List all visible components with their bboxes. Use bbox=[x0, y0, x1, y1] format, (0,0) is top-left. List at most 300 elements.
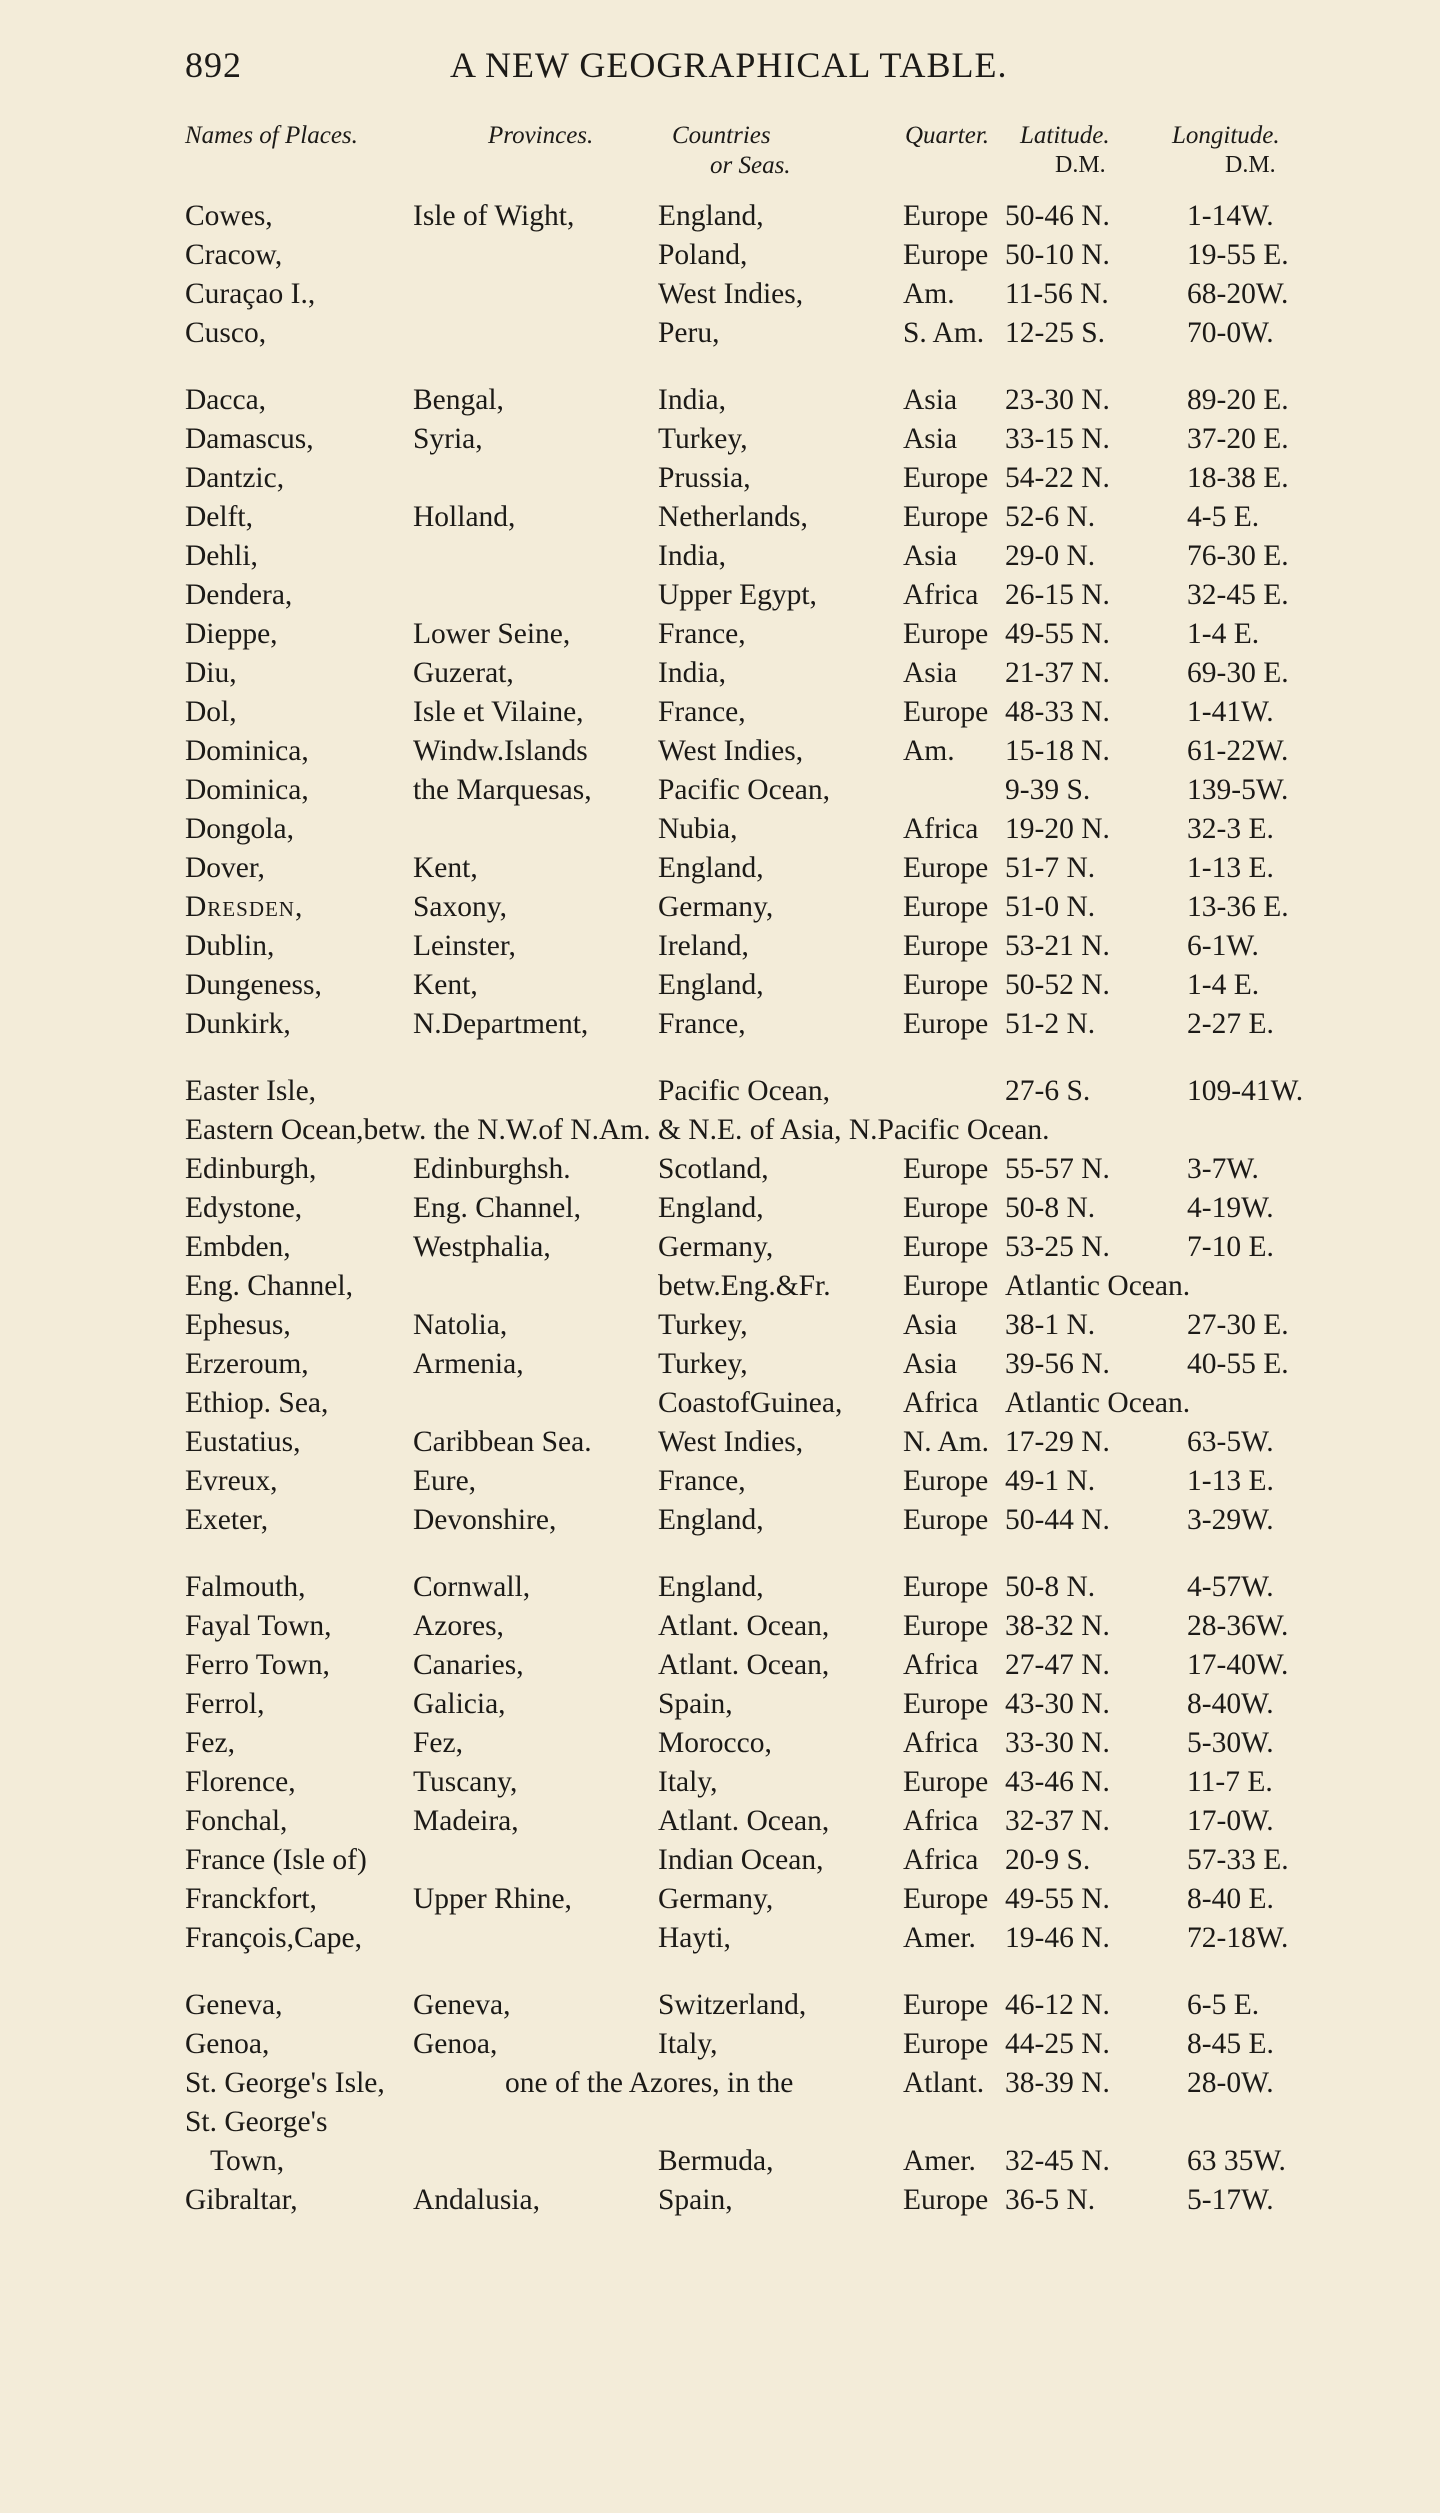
latitude: 38-32 N. bbox=[1005, 1610, 1110, 1642]
table-row bbox=[0, 1153, 1440, 1192]
latitude: 44-25 N. bbox=[1005, 2028, 1110, 2060]
place-name: Dongola, bbox=[185, 813, 294, 845]
quarter: Europe bbox=[903, 618, 989, 650]
longitude: 8-45 E. bbox=[1187, 2028, 1274, 2060]
table-row bbox=[0, 1688, 1440, 1727]
quarter: Africa bbox=[903, 1727, 979, 1759]
country: Germany, bbox=[658, 891, 774, 923]
quarter: Atlant. bbox=[903, 2067, 985, 2099]
page-number: 892 bbox=[185, 45, 242, 85]
table-row bbox=[0, 1610, 1440, 1649]
place-name: Dantzic, bbox=[185, 462, 285, 494]
latitude: Atlantic Ocean. bbox=[1005, 1270, 1191, 1302]
place-name: Florence, bbox=[185, 1766, 296, 1798]
header-latitude-sub: D.M. bbox=[1055, 152, 1106, 178]
place-name: Embden, bbox=[185, 1231, 291, 1263]
header-latitude: Latitude. bbox=[1020, 122, 1110, 149]
longitude: 4-19W. bbox=[1187, 1192, 1274, 1224]
full-row-text: Eastern Ocean,betw. the N.W.of N.Am. & N.E. of Asia, N.Pacific Ocean. bbox=[185, 1114, 1050, 1146]
country: Nubia, bbox=[658, 813, 738, 845]
quarter: Europe bbox=[903, 1270, 989, 1302]
country: England, bbox=[658, 1192, 764, 1224]
longitude: 32-45 E. bbox=[1187, 579, 1289, 611]
latitude: 23-30 N. bbox=[1005, 384, 1110, 416]
table-row bbox=[0, 2184, 1440, 2223]
province: Windw.Islands bbox=[413, 735, 588, 767]
longitude: 19-55 E. bbox=[1187, 239, 1289, 271]
quarter: Am. bbox=[903, 735, 955, 767]
province: Isle of Wight, bbox=[413, 200, 575, 232]
country: Morocco, bbox=[658, 1727, 772, 1759]
place-name: Dover, bbox=[185, 852, 265, 884]
country: Italy, bbox=[658, 1766, 718, 1798]
latitude: 17-29 N. bbox=[1005, 1426, 1110, 1458]
table-header bbox=[0, 122, 1440, 202]
country: Germany, bbox=[658, 1883, 774, 1915]
quarter: Europe bbox=[903, 1465, 989, 1497]
latitude: 52-6 N. bbox=[1005, 501, 1096, 533]
longitude: 6-1W. bbox=[1187, 930, 1259, 962]
country: France, bbox=[658, 1465, 746, 1497]
province: Kent, bbox=[413, 852, 478, 884]
table-row bbox=[0, 1426, 1440, 1465]
longitude: 17-40W. bbox=[1187, 1649, 1289, 1681]
quarter: Europe bbox=[903, 1610, 989, 1642]
latitude: 51-0 N. bbox=[1005, 891, 1096, 923]
country: Peru, bbox=[658, 317, 720, 349]
table-row bbox=[0, 579, 1440, 618]
longitude: 69-30 E. bbox=[1187, 657, 1289, 689]
running-head bbox=[185, 44, 1355, 94]
quarter: Europe bbox=[903, 1504, 989, 1536]
place-name: François,Cape, bbox=[185, 1922, 362, 1954]
latitude: 33-15 N. bbox=[1005, 423, 1110, 455]
table-row bbox=[0, 1008, 1440, 1047]
place-name: Edinburgh, bbox=[185, 1153, 317, 1185]
latitude: 19-46 N. bbox=[1005, 1922, 1110, 1954]
longitude: 4-5 E. bbox=[1187, 501, 1260, 533]
country: Prussia, bbox=[658, 462, 751, 494]
header-quarter: Quarter. bbox=[905, 122, 990, 149]
place-name: Dehli, bbox=[185, 540, 258, 572]
table-row bbox=[0, 1844, 1440, 1883]
quarter: Europe bbox=[903, 1766, 989, 1798]
province: Holland, bbox=[413, 501, 516, 533]
header-names: Names of Places. bbox=[185, 122, 358, 149]
latitude: 50-52 N. bbox=[1005, 969, 1110, 1001]
province: Azores, bbox=[413, 1610, 504, 1642]
latitude: 32-37 N. bbox=[1005, 1805, 1110, 1837]
country: CoastofGuinea, bbox=[658, 1387, 843, 1419]
latitude: 51-7 N. bbox=[1005, 852, 1096, 884]
place-name: Erzeroum, bbox=[185, 1348, 309, 1380]
longitude: 1-4 E. bbox=[1187, 618, 1260, 650]
places-table bbox=[0, 200, 1440, 2223]
province: Natolia, bbox=[413, 1309, 508, 1341]
province: Armenia, bbox=[413, 1348, 524, 1380]
latitude: 39-56 N. bbox=[1005, 1348, 1110, 1380]
province: Tuscany, bbox=[413, 1766, 518, 1798]
latitude: 49-55 N. bbox=[1005, 1883, 1110, 1915]
quarter: Africa bbox=[903, 813, 979, 845]
place-name: Evreux, bbox=[185, 1465, 278, 1497]
table-row bbox=[0, 1571, 1440, 1610]
table-row bbox=[0, 1114, 1440, 1153]
longitude: 13-36 E. bbox=[1187, 891, 1289, 923]
place-name: St. George's bbox=[185, 2106, 328, 2138]
country: England, bbox=[658, 200, 764, 232]
table-row bbox=[0, 1348, 1440, 1387]
country: West Indies, bbox=[658, 735, 804, 767]
country: West Indies, bbox=[658, 1426, 804, 1458]
longitude: 70-0W. bbox=[1187, 317, 1274, 349]
province: Guzerat, bbox=[413, 657, 514, 689]
country: one of the Azores, in the bbox=[505, 2067, 794, 2099]
header-provinces: Provinces. bbox=[488, 122, 594, 149]
latitude: 20-9 S. bbox=[1005, 1844, 1091, 1876]
place-name: Genoa, bbox=[185, 2028, 270, 2060]
longitude: 89-20 E. bbox=[1187, 384, 1289, 416]
table-row bbox=[0, 735, 1440, 774]
province: Cornwall, bbox=[413, 1571, 531, 1603]
country: India, bbox=[658, 384, 726, 416]
place-name: Ephesus, bbox=[185, 1309, 291, 1341]
longitude: 27-30 E. bbox=[1187, 1309, 1289, 1341]
table-row bbox=[0, 1075, 1440, 1114]
table-row bbox=[0, 1989, 1440, 2028]
country: Atlant. Ocean, bbox=[658, 1610, 830, 1642]
quarter: Europe bbox=[903, 852, 989, 884]
table-row bbox=[0, 2145, 1440, 2184]
quarter: Europe bbox=[903, 1883, 989, 1915]
table-row bbox=[0, 1649, 1440, 1688]
country: Hayti, bbox=[658, 1922, 731, 1954]
latitude: 46-12 N. bbox=[1005, 1989, 1110, 2021]
table-row bbox=[0, 1805, 1440, 1844]
section-gap bbox=[0, 1047, 1440, 1075]
longitude: 1-4 E. bbox=[1187, 969, 1260, 1001]
province: Syria, bbox=[413, 423, 483, 455]
country: Turkey, bbox=[658, 1348, 748, 1380]
country: Poland, bbox=[658, 239, 748, 271]
country: Atlant. Ocean, bbox=[658, 1805, 830, 1837]
longitude: 57-33 E. bbox=[1187, 1844, 1289, 1876]
country: Germany, bbox=[658, 1231, 774, 1263]
country: Atlant. Ocean, bbox=[658, 1649, 830, 1681]
place-name: Dominica, bbox=[185, 774, 309, 806]
country: France, bbox=[658, 696, 746, 728]
place-name: Geneva, bbox=[185, 1989, 283, 2021]
latitude: 29-0 N. bbox=[1005, 540, 1096, 572]
longitude: 11-7 E. bbox=[1187, 1766, 1273, 1798]
section-gap bbox=[0, 1543, 1440, 1571]
longitude: 5-30W. bbox=[1187, 1727, 1274, 1759]
place-name: France (Isle of) bbox=[185, 1844, 367, 1876]
province: Edinburghsh. bbox=[413, 1153, 571, 1185]
place-name: Cusco, bbox=[185, 317, 267, 349]
latitude: 50-8 N. bbox=[1005, 1192, 1096, 1224]
longitude: 63-5W. bbox=[1187, 1426, 1274, 1458]
place-name: St. George's Isle, bbox=[185, 2067, 385, 2099]
province: Isle et Vilaine, bbox=[413, 696, 584, 728]
place-name: Fayal Town, bbox=[185, 1610, 332, 1642]
longitude: 28-0W. bbox=[1187, 2067, 1274, 2099]
table-row bbox=[0, 384, 1440, 423]
longitude: 17-0W. bbox=[1187, 1805, 1274, 1837]
longitude: 32-3 E. bbox=[1187, 813, 1274, 845]
page-title: A NEW GEOGRAPHICAL TABLE. bbox=[450, 45, 1008, 85]
quarter: Asia bbox=[903, 657, 958, 689]
table-row bbox=[0, 2028, 1440, 2067]
table-row bbox=[0, 317, 1440, 356]
table-row bbox=[0, 2106, 1440, 2145]
table-row bbox=[0, 774, 1440, 813]
latitude: 27-6 S. bbox=[1005, 1075, 1091, 1107]
longitude: 3-29W. bbox=[1187, 1504, 1274, 1536]
table-row bbox=[0, 423, 1440, 462]
table-row bbox=[0, 278, 1440, 317]
quarter: Europe bbox=[903, 239, 989, 271]
place-name: Dublin, bbox=[185, 930, 275, 962]
latitude: 54-22 N. bbox=[1005, 462, 1110, 494]
latitude: 53-25 N. bbox=[1005, 1231, 1110, 1263]
place-name: Dol, bbox=[185, 696, 237, 728]
place-name: Damascus, bbox=[185, 423, 314, 455]
latitude: 48-33 N. bbox=[1005, 696, 1110, 728]
province: Kent, bbox=[413, 969, 478, 1001]
longitude: 5-17W. bbox=[1187, 2184, 1274, 2216]
country: West Indies, bbox=[658, 278, 804, 310]
table-row bbox=[0, 852, 1440, 891]
latitude: Atlantic Ocean. bbox=[1005, 1387, 1191, 1419]
table-row bbox=[0, 969, 1440, 1008]
province: Lower Seine, bbox=[413, 618, 571, 650]
country: England, bbox=[658, 1504, 764, 1536]
latitude: 26-15 N. bbox=[1005, 579, 1110, 611]
latitude: 49-1 N. bbox=[1005, 1465, 1096, 1497]
quarter: Europe bbox=[903, 1231, 989, 1263]
country: Spain, bbox=[658, 2184, 733, 2216]
quarter: Asia bbox=[903, 384, 958, 416]
place-name: Ferrol, bbox=[185, 1688, 265, 1720]
longitude: 37-20 E. bbox=[1187, 423, 1289, 455]
latitude: 9-39 S. bbox=[1005, 774, 1091, 806]
quarter: Africa bbox=[903, 1805, 979, 1837]
header-countries: Countries bbox=[672, 122, 771, 149]
longitude: 68-20W. bbox=[1187, 278, 1289, 310]
table-row bbox=[0, 1727, 1440, 1766]
province: Devonshire, bbox=[413, 1504, 557, 1536]
table-row bbox=[0, 2067, 1440, 2106]
table-row bbox=[0, 618, 1440, 657]
latitude: 53-21 N. bbox=[1005, 930, 1110, 962]
longitude: 1-14W. bbox=[1187, 200, 1274, 232]
quarter: N. Am. bbox=[903, 1426, 990, 1458]
latitude: 50-8 N. bbox=[1005, 1571, 1096, 1603]
country: Turkey, bbox=[658, 1309, 748, 1341]
latitude: 11-56 N. bbox=[1005, 278, 1109, 310]
province: Genoa, bbox=[413, 2028, 498, 2060]
header-countries-sub: or Seas. bbox=[710, 152, 791, 179]
longitude: 72-18W. bbox=[1187, 1922, 1289, 1954]
province: Bengal, bbox=[413, 384, 504, 416]
province: Canaries, bbox=[413, 1649, 524, 1681]
table-row bbox=[0, 1270, 1440, 1309]
quarter: Europe bbox=[903, 1989, 989, 2021]
table-row bbox=[0, 462, 1440, 501]
place-name: Easter Isle, bbox=[185, 1075, 317, 1107]
header-longitude-sub: D.M. bbox=[1225, 152, 1276, 178]
quarter: Europe bbox=[903, 1192, 989, 1224]
country: Ireland, bbox=[658, 930, 749, 962]
quarter: Europe bbox=[903, 200, 989, 232]
place-name: Dunkirk, bbox=[185, 1008, 291, 1040]
province: Leinster, bbox=[413, 930, 516, 962]
province: the Marquesas, bbox=[413, 774, 592, 806]
quarter: Africa bbox=[903, 1387, 979, 1419]
country: France, bbox=[658, 618, 746, 650]
longitude: 61-22W. bbox=[1187, 735, 1289, 767]
country: Spain, bbox=[658, 1688, 733, 1720]
quarter: S. Am. bbox=[903, 317, 985, 349]
table-row bbox=[0, 1922, 1440, 1961]
country: England, bbox=[658, 1571, 764, 1603]
latitude: 38-39 N. bbox=[1005, 2067, 1110, 2099]
country: Upper Egypt, bbox=[658, 579, 817, 611]
table-row bbox=[0, 1231, 1440, 1270]
province: Andalusia, bbox=[413, 2184, 540, 2216]
place-name: Delft, bbox=[185, 501, 253, 533]
longitude: 109-41W. bbox=[1187, 1075, 1304, 1107]
country: Turkey, bbox=[658, 423, 748, 455]
latitude: 51-2 N. bbox=[1005, 1008, 1096, 1040]
quarter: Asia bbox=[903, 423, 958, 455]
table-row bbox=[0, 891, 1440, 930]
quarter: Africa bbox=[903, 1649, 979, 1681]
place-name: Edystone, bbox=[185, 1192, 303, 1224]
quarter: Europe bbox=[903, 696, 989, 728]
province: Eure, bbox=[413, 1465, 477, 1497]
place-name: Ethiop. Sea, bbox=[185, 1387, 329, 1419]
place-name: Dieppe, bbox=[185, 618, 278, 650]
quarter: Europe bbox=[903, 1688, 989, 1720]
country: Switzerland, bbox=[658, 1989, 807, 2021]
longitude: 7-10 E. bbox=[1187, 1231, 1274, 1263]
latitude: 21-37 N. bbox=[1005, 657, 1110, 689]
place-name: Diu, bbox=[185, 657, 237, 689]
table-row bbox=[0, 1465, 1440, 1504]
place-name: Cowes, bbox=[185, 200, 273, 232]
longitude: 1-13 E. bbox=[1187, 1465, 1274, 1497]
province: Fez, bbox=[413, 1727, 463, 1759]
quarter: Africa bbox=[903, 1844, 979, 1876]
table-row bbox=[0, 540, 1440, 579]
country: Italy, bbox=[658, 2028, 718, 2060]
quarter: Asia bbox=[903, 1309, 958, 1341]
table-row bbox=[0, 1192, 1440, 1231]
latitude: 50-10 N. bbox=[1005, 239, 1110, 271]
province: Eng. Channel, bbox=[413, 1192, 581, 1224]
quarter: Europe bbox=[903, 2028, 989, 2060]
place-name: Eustatius, bbox=[185, 1426, 301, 1458]
country: Bermuda, bbox=[658, 2145, 774, 2177]
place-name: Dominica, bbox=[185, 735, 309, 767]
table-row bbox=[0, 696, 1440, 735]
place-name: Dendera, bbox=[185, 579, 293, 611]
table-row bbox=[0, 501, 1440, 540]
latitude: 50-46 N. bbox=[1005, 200, 1110, 232]
quarter: Europe bbox=[903, 1008, 989, 1040]
longitude: 8-40 E. bbox=[1187, 1883, 1274, 1915]
province: N.Department, bbox=[413, 1008, 589, 1040]
place-name: Cracow, bbox=[185, 239, 283, 271]
province: Madeira, bbox=[413, 1805, 519, 1837]
longitude: 1-13 E. bbox=[1187, 852, 1274, 884]
longitude: 3-7W. bbox=[1187, 1153, 1259, 1185]
latitude: 27-47 N. bbox=[1005, 1649, 1110, 1681]
latitude: 55-57 N. bbox=[1005, 1153, 1110, 1185]
longitude: 8-40W. bbox=[1187, 1688, 1274, 1720]
header-longitude: Longitude. bbox=[1172, 122, 1280, 149]
longitude: 139-5W. bbox=[1187, 774, 1289, 806]
longitude: 18-38 E. bbox=[1187, 462, 1289, 494]
quarter: Europe bbox=[903, 501, 989, 533]
table-row bbox=[0, 1387, 1440, 1426]
country: Pacific Ocean, bbox=[658, 1075, 830, 1107]
latitude: 15-18 N. bbox=[1005, 735, 1110, 767]
quarter: Europe bbox=[903, 969, 989, 1001]
quarter: Am. bbox=[903, 278, 955, 310]
longitude: 1-41W. bbox=[1187, 696, 1274, 728]
place-name: Fonchal, bbox=[185, 1805, 288, 1837]
latitude: 32-45 N. bbox=[1005, 2145, 1110, 2177]
place-name: Franckfort, bbox=[185, 1883, 317, 1915]
latitude: 43-30 N. bbox=[1005, 1688, 1110, 1720]
province: Caribbean Sea. bbox=[413, 1426, 592, 1458]
place-name: Fez, bbox=[185, 1727, 235, 1759]
place-name: Ferro Town, bbox=[185, 1649, 330, 1681]
longitude: 6-5 E. bbox=[1187, 1989, 1260, 2021]
country: Netherlands, bbox=[658, 501, 808, 533]
place-name: Exeter, bbox=[185, 1504, 269, 1536]
section-gap bbox=[0, 356, 1440, 384]
quarter: Europe bbox=[903, 891, 989, 923]
latitude: 49-55 N. bbox=[1005, 618, 1110, 650]
table-row bbox=[0, 200, 1440, 239]
quarter: Amer. bbox=[903, 2145, 976, 2177]
country: Pacific Ocean, bbox=[658, 774, 830, 806]
place-name: Dresden, bbox=[185, 891, 304, 923]
latitude: 12-25 S. bbox=[1005, 317, 1105, 349]
country: India, bbox=[658, 657, 726, 689]
place-name: Curaçao I., bbox=[185, 278, 316, 310]
table-row bbox=[0, 813, 1440, 852]
place-name: Dacca, bbox=[185, 384, 267, 416]
country: Indian Ocean, bbox=[658, 1844, 824, 1876]
quarter: Europe bbox=[903, 1153, 989, 1185]
latitude: 36-5 N. bbox=[1005, 2184, 1096, 2216]
latitude: 19-20 N. bbox=[1005, 813, 1110, 845]
country: Scotland, bbox=[658, 1153, 769, 1185]
country: England, bbox=[658, 852, 764, 884]
quarter: Europe bbox=[903, 930, 989, 962]
quarter: Africa bbox=[903, 579, 979, 611]
place-name: Dungeness, bbox=[185, 969, 322, 1001]
province: Geneva, bbox=[413, 1989, 511, 2021]
table-row bbox=[0, 1504, 1440, 1543]
quarter: Europe bbox=[903, 462, 989, 494]
longitude: 63 35W. bbox=[1187, 2145, 1286, 2177]
